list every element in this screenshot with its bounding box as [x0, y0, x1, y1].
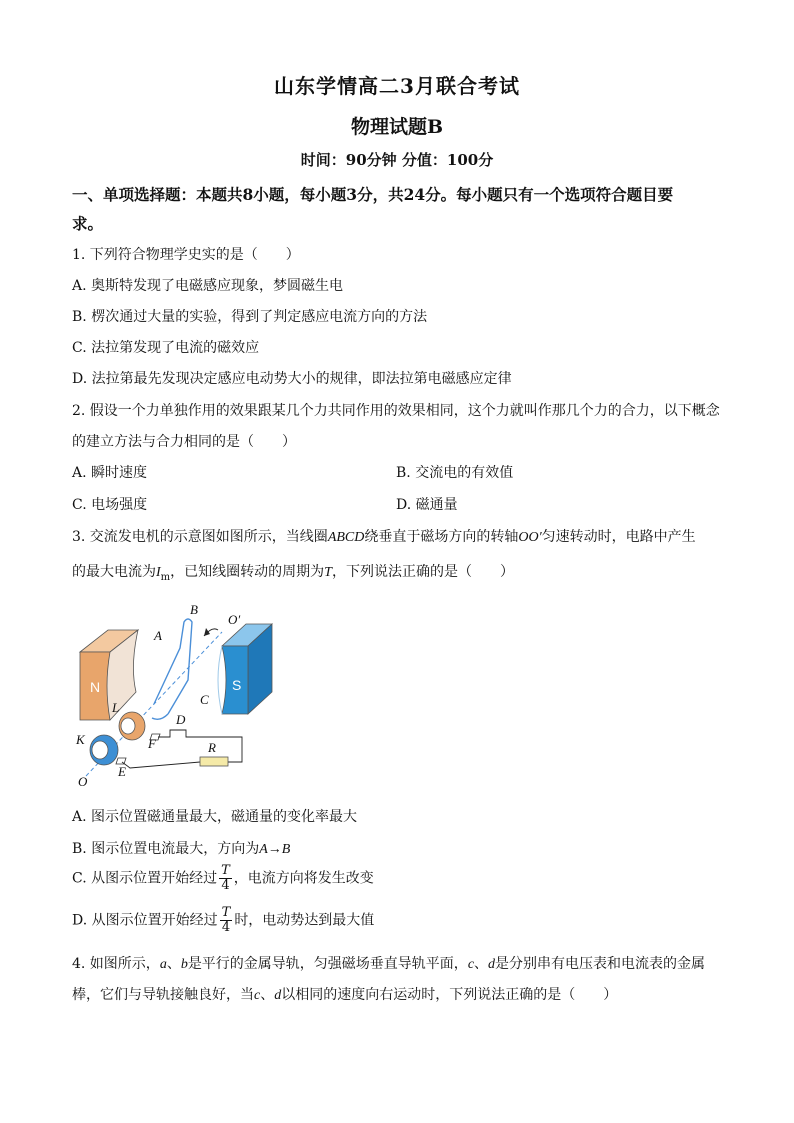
q2-option-d: D. 磁通量	[396, 497, 458, 513]
label-N: N	[90, 679, 101, 695]
label-K: K	[76, 732, 85, 747]
q3-option-a: A. 图示位置磁通量最大，磁通量的变化率最大	[72, 809, 358, 825]
q3-option-d: D. 从图示位置开始经过 $\frac{T}{4}$ 时，电动势达到最大值	[72, 905, 375, 935]
label-B: B	[190, 602, 198, 617]
q2-option-b: B. 交流电的有效值	[396, 465, 514, 481]
q1-option-a: A. 奥斯特发现了电磁感应现象，梦圆磁生电	[72, 278, 344, 294]
fraction-t-over-4: $\frac{T}{4}$	[221, 905, 231, 935]
resistor-R	[200, 757, 228, 766]
north-magnet	[80, 630, 138, 720]
ac-generator-figure	[72, 596, 282, 790]
q4-stem-line2: 棒，它们与导轨接触良好，当c、d以相同的速度向右运动时，下列说法正确的是（ ）	[72, 987, 618, 1003]
q2-stem-line1: 2. 假设一个力单独作用的效果跟某几个力共同作用的效果相同，这个力就叫作那几个力的合力，以下概念	[72, 403, 720, 419]
q1-option-d: D. 法拉第最先发现决定感应电动势大小的规律，即法拉第电磁感应定律	[72, 371, 512, 387]
label-A: A	[154, 628, 162, 643]
circuit-wire-bottom	[122, 762, 200, 768]
section-heading-line1: 一、单项选择题：本题共8小题，每小题3分，共24分。每小题只有一个选项符合题目要	[72, 185, 674, 204]
slip-ring-L	[119, 712, 145, 740]
label-S: S	[232, 677, 242, 693]
q3-stem-line1: 3. 交流发电机的示意图如图所示，当线圈ABCD绕垂直于磁场方向的转轴OO′匀速转动时，电路中产生	[72, 529, 696, 545]
slip-ring-K	[90, 735, 118, 765]
subject-title: 物理试题B	[350, 116, 444, 138]
label-O-prime: O′	[228, 612, 241, 627]
section-heading-line2: 求。	[72, 214, 104, 233]
q3-option-c: C. 从图示位置开始经过 $\frac{T}{4}$ ，电流方向将发生改变	[72, 863, 374, 893]
label-D: D	[176, 712, 186, 727]
label-R: R	[208, 740, 216, 755]
q2-option-a: A. 瞬时速度	[72, 465, 148, 481]
q1-option-b: B. 楞次通过大量的实验，得到了判定感应电流方向的方法	[72, 309, 428, 325]
label-O: O	[78, 774, 88, 789]
q3-stem-line2: 的最大电流为$I_m$，已知线圈转动的周期为T，下列说法正确的是（ ）	[72, 564, 514, 583]
south-magnet	[218, 624, 272, 714]
exam-meta: 时间：90分钟 分值：100分	[300, 151, 494, 169]
label-F: F	[148, 736, 156, 751]
fraction-t-over-4: $\frac{T}{4}$	[221, 863, 230, 893]
q2-option-c: C. 电场强度	[72, 497, 148, 513]
q4-stem-line1: 4. 如图所示，a、b是平行的金属导轨，匀强磁场垂直导轨平面，c、d是分别串有电压表和电流表的金属	[72, 956, 706, 972]
q1-stem: 1. 下列符合物理学史实的是（ ）	[72, 247, 300, 263]
q1-option-c: C. 法拉第发现了电流的磁效应	[72, 340, 260, 356]
label-E: E	[118, 764, 126, 779]
q2-stem-line2: 的建立方法与合力相同的是（ ）	[72, 434, 296, 450]
q3-option-b: B. 图示位置电流最大，方向为A→B	[72, 841, 291, 857]
label-C: C	[200, 692, 209, 707]
exam-title: 山东学情高二3月联合考试	[274, 74, 520, 98]
label-L: L	[112, 700, 120, 715]
